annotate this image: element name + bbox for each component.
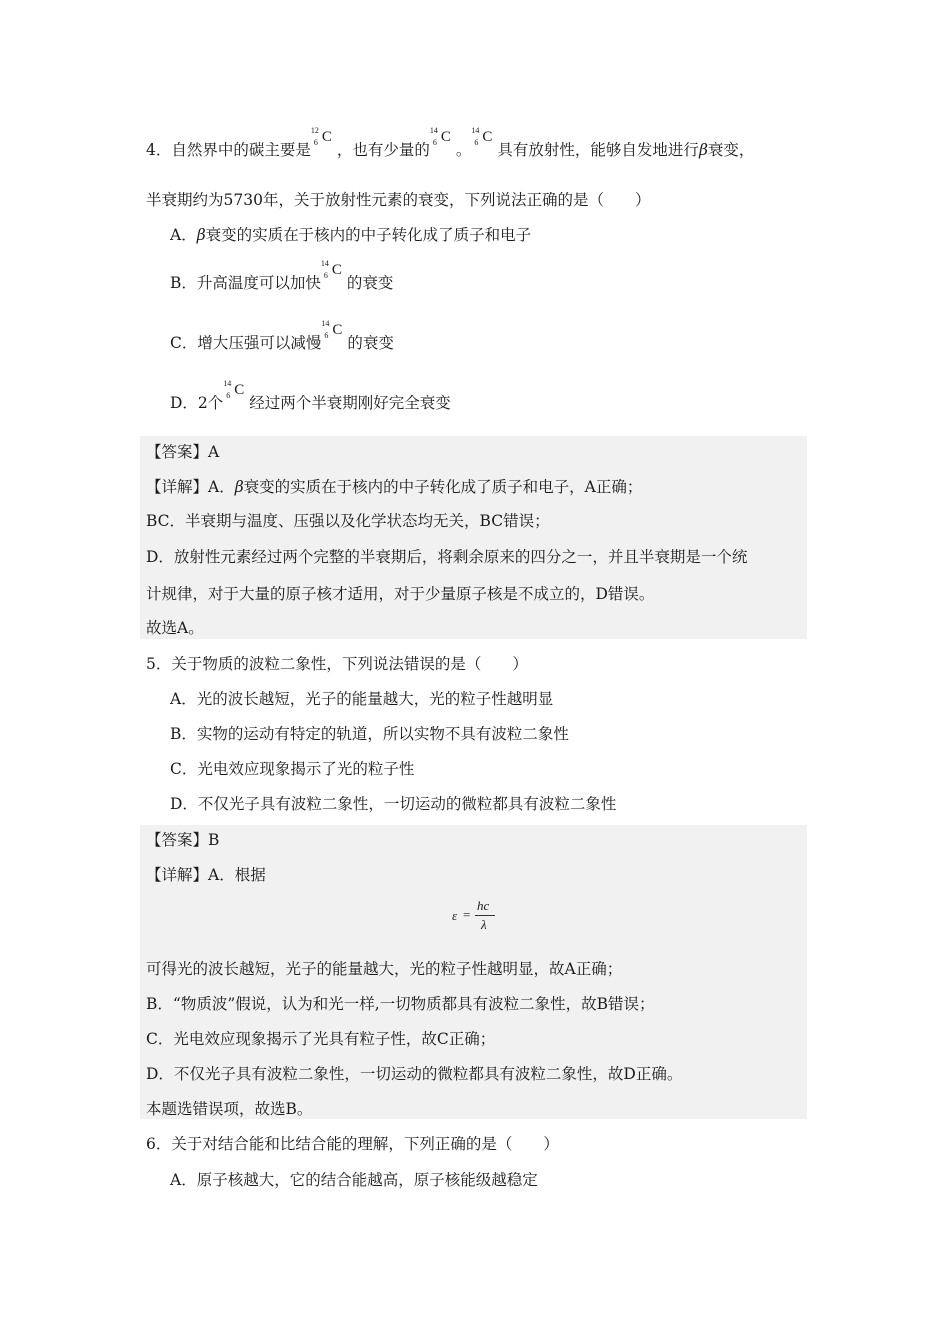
q6-stem: 6．关于对结合能和比结合能的理解，下列正确的是（ ） xyxy=(146,1135,559,1153)
q5-stem: 5．关于物质的波粒二象性，下列说法错误的是（ ） xyxy=(146,655,528,673)
q4-option-b: B．升高温度可以加快 14 6 C 的衰变 xyxy=(170,259,394,292)
photon-energy-formula: ε = hc λ xyxy=(452,898,512,938)
answer-4-d-line2: 计规律，对于大量的原子核才适用，对于少量原子核是不成立的，D错误。 xyxy=(146,585,655,603)
q5-option-c: C．光电效应现象揭示了光的粒子性 xyxy=(170,760,415,778)
answer-4-conclusion: 故选A。 xyxy=(146,619,204,637)
carbon-14-nuclide: 14 6 C xyxy=(429,126,451,147)
q4-number: 4． xyxy=(146,141,172,159)
answer-4-label: 【答案】A xyxy=(146,443,220,461)
carbon-14-nuclide: 14 6 C xyxy=(223,379,245,400)
answer-5-label: 【答案】B xyxy=(146,831,220,849)
answer-5-line-a: 可得光的波长越短，光子的能量越大，光的粒子性越明显，故A正确； xyxy=(146,960,623,978)
q5-option-d: D．不仅光子具有波粒二象性，一切运动的微粒都具有波粒二象性 xyxy=(170,795,617,813)
q4-option-d: D．2个 14 6 C 经过两个半衰期刚好完全衰变 xyxy=(170,379,451,412)
fraction-bar xyxy=(475,915,495,916)
carbon-14-nuclide: 14 6 C xyxy=(471,126,493,147)
answer-4-d-line1: D．放射性元素经过两个完整的半衰期后，将剩余原来的四分之一，并且半衰期是一个统 xyxy=(146,548,748,566)
carbon-14-nuclide: 14 6 C xyxy=(321,319,343,340)
q4-stem-line1: 4．自然界中的碳主要是 12 6 C ，也有少量的 14 6 C 。 14 6 C 具有放射性，能够自发地进行β衰变， xyxy=(146,126,755,159)
answer-4-bc: BC．半衰期与温度、压强以及化学状态均无关，BC错误； xyxy=(146,512,550,530)
answer-5-detail: 【详解】A．根据 xyxy=(146,866,266,884)
q5-option-a: A．光的波长越短，光子的能量越大，光的粒子性越明显 xyxy=(170,690,554,708)
answer-5-line-c: C．光电效应现象揭示了光具有粒子性，故C正确； xyxy=(146,1030,496,1048)
answer-4-detail: 【详解】A．β衰变的实质在于核内的中子转化成了质子和电子，A正确； xyxy=(146,478,643,496)
q5-option-b: B．实物的运动有特定的轨道，所以实物不具有波粒二象性 xyxy=(170,725,569,743)
q4-option-a: A．β衰变的实质在于核内的中子转化成了质子和电子 xyxy=(170,226,532,244)
answer-5-line-d: D．不仅光子具有波粒二象性，一切运动的微粒都具有波粒二象性，故D正确。 xyxy=(146,1065,683,1083)
answer-5-conclusion: 本题选错误项，故选B。 xyxy=(146,1100,313,1118)
q4-stem-line2: 半衰期约为5730年，关于放射性元素的衰变，下列说法正确的是（ ） xyxy=(146,191,651,209)
answer-4-block xyxy=(140,436,807,639)
q6-option-a: A．原子核越大，它的结合能越高，原子核能级越稳定 xyxy=(170,1171,538,1189)
answer-5-line-b: B．“物质波”假说，认为和光一样,一切物质都具有波粒二象性，故B错误； xyxy=(146,995,655,1013)
q4-option-c: C．增大压强可以减慢 14 6 C 的衰变 xyxy=(170,319,394,352)
carbon-14-nuclide: 14 6 C xyxy=(320,259,342,280)
carbon-12-nuclide: 12 6 C xyxy=(310,126,332,147)
